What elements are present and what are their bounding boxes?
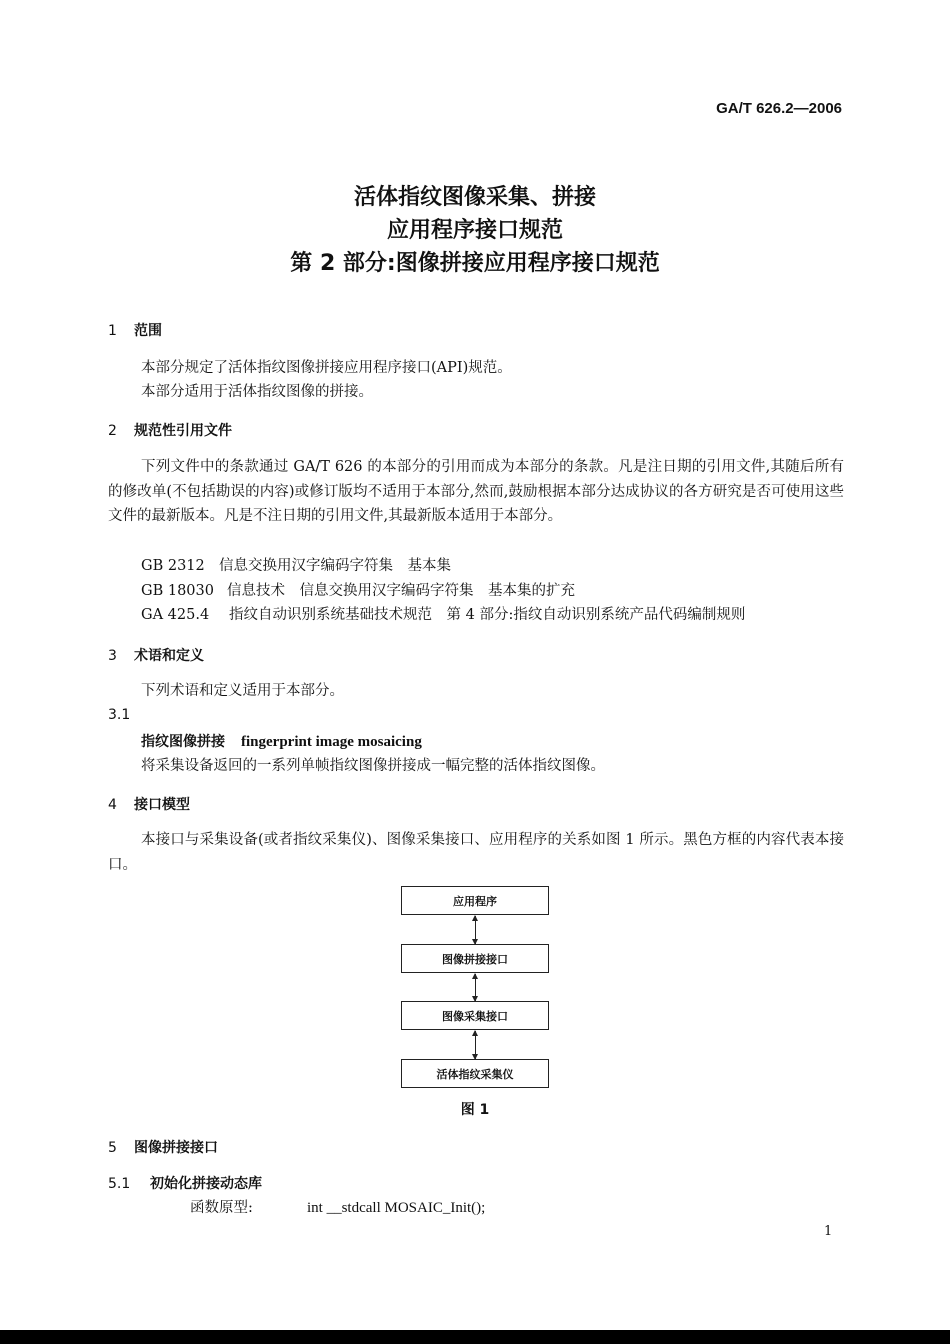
reference-item (141, 603, 745, 628)
section-number: 4 (108, 797, 117, 813)
section-number: 2 (108, 423, 117, 439)
page-number: 1 (824, 1224, 833, 1239)
reference-code: GB 2312 (141, 558, 205, 574)
term-english: fingerprint image mosaicing (241, 734, 422, 750)
double-arrow-icon (475, 974, 476, 1001)
reference-title: 信息交换用汉字编码字符集 基本集 (219, 558, 451, 574)
term-entry (141, 731, 422, 751)
paragraph: 本接口与采集设备(或者指纹采集仪)、图像采集接口、应用程序的关系如图 1 所示。黑色方框的内容代表本接口。 (108, 832, 844, 873)
prototype-code: int __stdcall MOSAIC_Init(); (307, 1200, 486, 1216)
diagram-box-capture-interface: 图像采集接口 (401, 1001, 549, 1030)
standard-code: GA/T 626.2—2006 (716, 100, 842, 117)
section-2-heading (108, 420, 232, 440)
paragraph: 下列术语和定义适用于本部分。 (141, 683, 344, 699)
section-title: 范围 (134, 323, 162, 339)
reference-item (141, 554, 451, 579)
term-chinese: 指纹图像拼接 (141, 734, 225, 750)
section-number: 1 (108, 323, 117, 339)
double-arrow-icon (475, 916, 476, 944)
paragraph: 下列文件中的条款通过 GA/T 626 的本部分的引用而成为本部分的条款。凡是注日期的引用文件,其随后所有的修改单(不包括勘误的内容)或修订版均不适用于本部分,然而,鼓励根据本部分达成协议的各方研究是否可使用这些文件的最新版本。凡是不注日期的引用文件,其最新版本适用于本部分。 (108, 459, 844, 524)
paragraph: 本部分适用于活体指纹图像的拼接。 (141, 384, 373, 400)
reference-item (141, 579, 575, 604)
bottom-border (0, 1330, 950, 1344)
reference-code: GA 425.4 (141, 607, 210, 623)
section-4-heading (108, 794, 190, 814)
term-definition: 将采集设备返回的一系列单帧指纹图像拼接成一幅完整的活体指纹图像。 (141, 758, 605, 774)
prototype-label: 函数原型: (190, 1200, 253, 1216)
title-line-3: 第 2 部分:图像拼接应用程序接口规范 (290, 251, 660, 276)
section-title: 接口模型 (134, 797, 190, 813)
figure-caption: 图 1 (460, 1102, 490, 1118)
section-title: 图像拼接接口 (134, 1140, 218, 1156)
title-line-1: 活体指纹图像采集、拼接 (353, 185, 596, 210)
term-number: 3.1 (108, 707, 131, 723)
diagram-box-capture-device: 活体指纹采集仪 (401, 1059, 549, 1088)
section-title: 术语和定义 (134, 648, 204, 664)
paragraph: 本部分规定了活体指纹图像拼接应用程序接口(API)规范。 (141, 360, 512, 376)
double-arrow-icon (475, 1031, 476, 1059)
section-5-heading (108, 1137, 218, 1157)
subsection-number: 5.1 (108, 1176, 131, 1192)
reference-title: 指纹自动识别系统基础技术规范 第 4 部分:指纹自动识别系统产品代码编制规则 (229, 607, 746, 623)
section-number: 5 (108, 1140, 117, 1156)
reference-code: GB 18030 (141, 583, 214, 599)
section-title: 规范性引用文件 (134, 423, 232, 439)
diagram-box-application: 应用程序 (401, 886, 549, 915)
section-1-heading (108, 320, 162, 340)
section-number: 3 (108, 648, 117, 664)
subsection-5-1-heading (108, 1173, 262, 1193)
section-3-heading (108, 645, 204, 665)
reference-title: 信息技术 信息交换用汉字编码字符集 基本集的扩充 (227, 583, 575, 599)
subsection-title: 初始化拼接动态库 (150, 1176, 262, 1192)
title-line-2: 应用程序接口规范 (386, 218, 563, 243)
diagram-box-mosaic-interface: 图像拼接接口 (401, 944, 549, 973)
